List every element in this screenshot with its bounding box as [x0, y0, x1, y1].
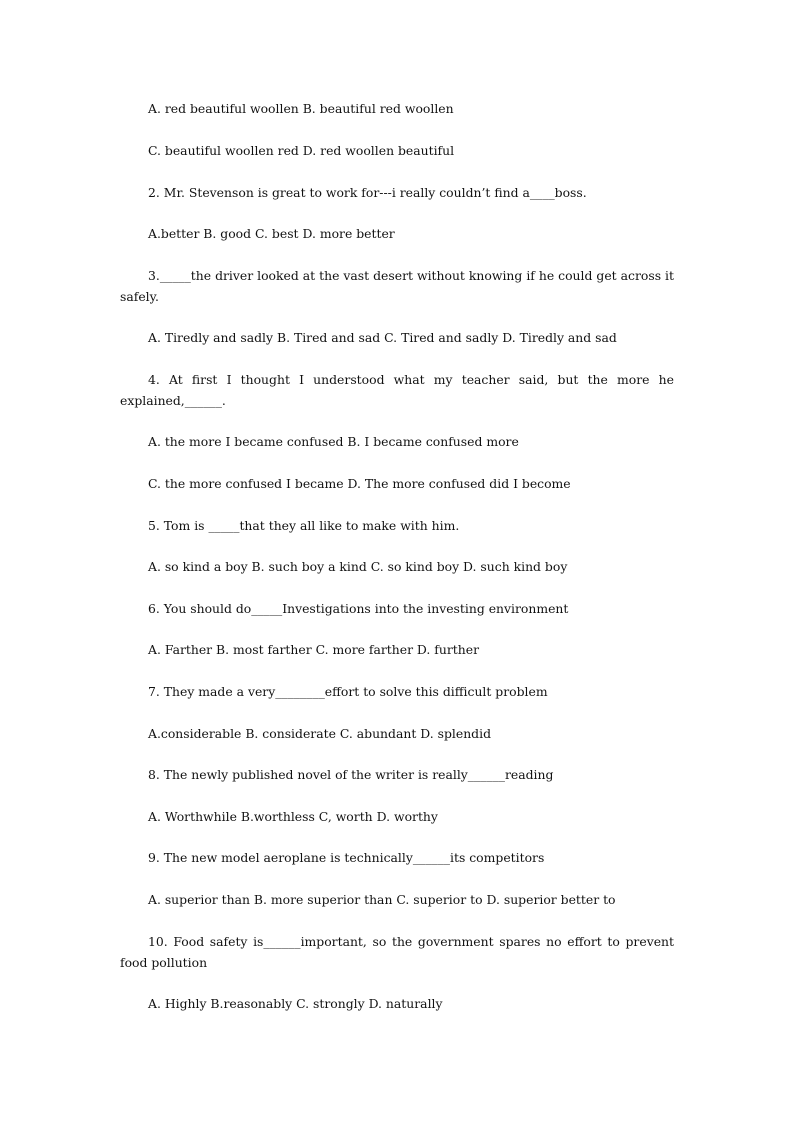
q2-options: A.better B. good C. best D. more better [148, 226, 395, 241]
q1-options-a-b: A. red beautiful woollen B. beautiful red woollen [148, 101, 454, 116]
q5-question: 5. Tom is _____that they all like to make with him. [148, 518, 460, 533]
q2-question: 2. Mr. Stevenson is great to work for---i really couldn’t find a____boss. [148, 185, 587, 200]
q3-question: 3._____the driver looked at the vast desert without knowing if he could get across it safely. [120, 268, 678, 304]
q8-question: 8. The newly published novel of the writer is really______reading [148, 767, 554, 782]
q1-options-c-d: C. beautiful woollen red D. red woollen beautiful [148, 143, 455, 158]
q4-options-a-b: A. the more I became confused B. I became confused more [148, 434, 519, 449]
q4-options-c-d: C. the more confused I became D. The more confused did I become [148, 476, 571, 491]
q6-question: 6. You should do_____Investigations into the investing environment [148, 601, 569, 616]
q7-question: 7. They made a very________effort to solve this difficult problem [148, 684, 548, 699]
q5-options: A. so kind a boy B. such boy a kind C. so kind boy D. such kind boy [148, 559, 568, 574]
q9-question: 9. The new model aeroplane is technically______its competitors [148, 850, 545, 865]
q8-options: A. Worthwhile B.worthless C, worth D. worthy [148, 809, 438, 824]
q9-options: A. superior than B. more superior than C. superior to D. superior better to [148, 892, 616, 907]
q10-options: A. Highly B.reasonably C. strongly D. naturally [148, 996, 443, 1011]
q3-options: A. Tiredly and sadly B. Tired and sad C. Tired and sadly D. Tiredly and sad [148, 330, 617, 345]
q7-options: A.considerable B. considerate C. abundant D. splendid [148, 726, 492, 741]
q6-options: A. Farther B. most farther C. more farther D. further [148, 642, 480, 657]
q10-question: 10. Food safety is______important, so the government spares no effort to prevent food pollution [120, 934, 678, 970]
q4-question: 4. At first I thought I understood what my teacher said, but the more he explained,______. [120, 372, 678, 408]
